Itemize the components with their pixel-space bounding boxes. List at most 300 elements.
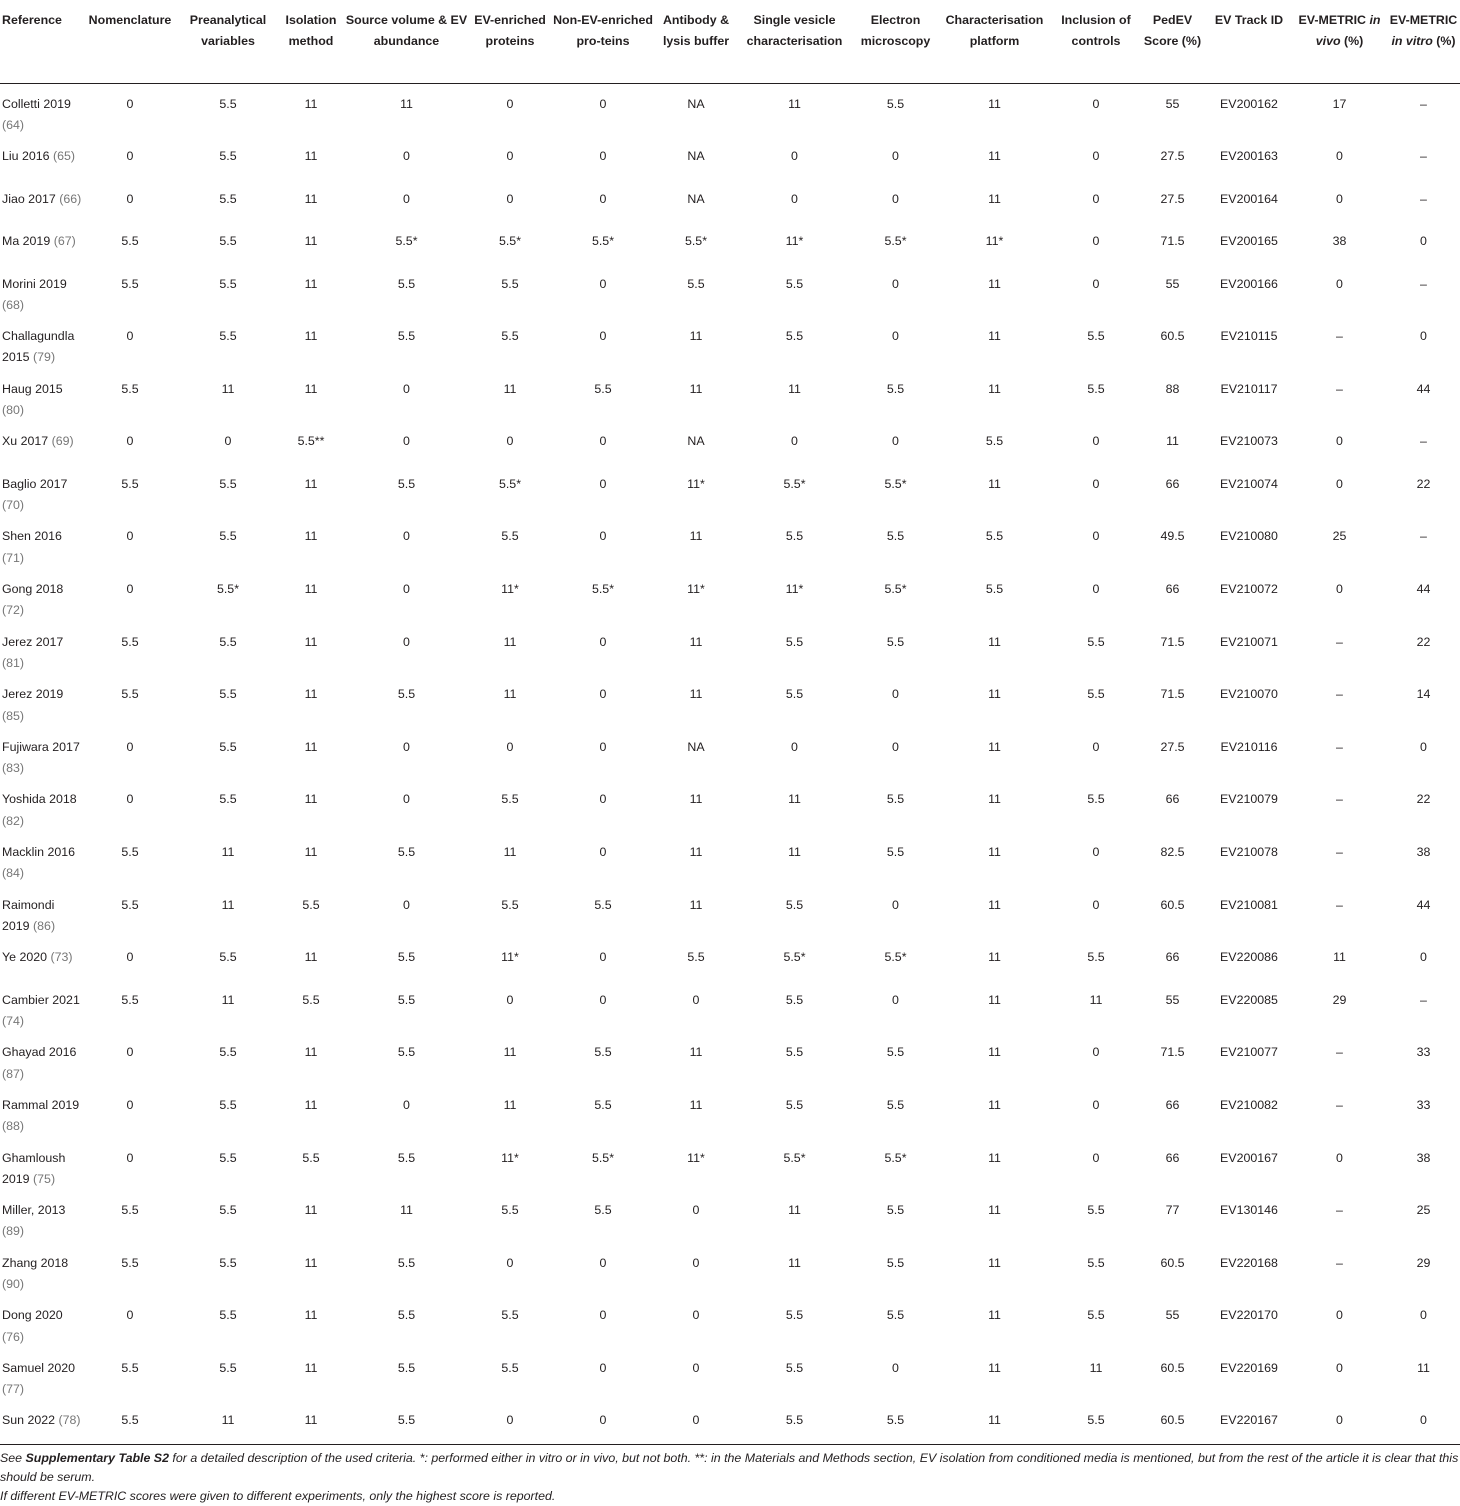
- reference-cell: [0, 569, 84, 622]
- value-cell: 11: [1089, 1360, 1103, 1375]
- value-cell: NA: [687, 191, 705, 206]
- value-cell: 5.5: [1087, 792, 1105, 807]
- value-cell: 71.5: [1160, 634, 1185, 649]
- citation-link[interactable]: (73): [50, 950, 73, 965]
- value-cell: 11: [221, 845, 235, 860]
- value-cell: 5.5: [397, 687, 416, 702]
- value-cell: 11: [988, 687, 1001, 702]
- value-cell: 5.5: [1087, 687, 1105, 702]
- value-cell: 5.5: [785, 1308, 804, 1323]
- value-cell: 5.5: [785, 276, 804, 291]
- value-cell: 0: [403, 897, 410, 912]
- value-cell: 71.5: [1160, 234, 1185, 249]
- table-row: [0, 622, 1460, 675]
- value-cell: 11: [937, 1400, 1052, 1444]
- value-cell: –: [1336, 1203, 1343, 1218]
- col-platform: Characterisation platform: [937, 0, 1052, 83]
- value-cell: 5.5: [121, 634, 139, 649]
- citation-link[interactable]: (87): [2, 1066, 25, 1081]
- value-cell: 11*: [501, 1150, 519, 1165]
- value-cell: 5.5*: [591, 1150, 615, 1165]
- value-cell: 0: [506, 1255, 514, 1270]
- citation-link[interactable]: (80): [2, 403, 25, 418]
- metric-vitro-prefix: EV-METRIC: [1389, 13, 1458, 27]
- table-row: [0, 779, 1460, 832]
- citation-link[interactable]: (85): [2, 708, 25, 723]
- reference-cell: [0, 1295, 84, 1348]
- reference-name: Zhang 2018: [2, 1255, 69, 1270]
- reference-cell: [0, 1032, 84, 1085]
- value-cell: 5.5: [886, 1308, 905, 1323]
- value-cell: –: [1420, 434, 1427, 449]
- value-cell: 11*: [785, 234, 804, 249]
- value-cell: 0: [892, 276, 899, 291]
- value-cell: 0: [1092, 434, 1100, 449]
- table-row: [0, 136, 1460, 179]
- value-cell: 0: [506, 96, 514, 111]
- col-metric-vivo: [1293, 0, 1386, 83]
- value-cell: 55: [1165, 992, 1180, 1007]
- value-cell: 11: [221, 381, 235, 396]
- footnote-1-post: for a detailed description of the used criteria. *: performed either in vitro or in vivo, but not both. **: in the Materials and Methods section, EV isolation from conditioned media is mentioned, but from the rest of the article it is clear that this should be serum.: [0, 1450, 1459, 1484]
- value-cell: 25: [1416, 1203, 1431, 1218]
- value-cell: 5.5: [219, 96, 237, 111]
- value-cell: 5.5: [121, 234, 139, 249]
- citation-link[interactable]: (86): [33, 918, 56, 933]
- footnote-1-pre: See: [0, 1450, 23, 1465]
- reference-name: Xu 2017: [2, 434, 49, 449]
- value-cell: EV210117: [1220, 381, 1278, 396]
- value-cell: 0: [506, 739, 514, 754]
- value-cell: 0: [599, 329, 607, 344]
- value-cell: 5.5: [594, 1097, 612, 1112]
- citation-link[interactable]: (66): [59, 191, 82, 206]
- value-cell: 0: [126, 582, 134, 597]
- value-cell: 0: [126, 792, 134, 807]
- value-cell: 5.5: [121, 1360, 139, 1375]
- value-cell: 5.5*: [783, 476, 806, 491]
- value-cell: 11: [304, 96, 318, 111]
- citation-link[interactable]: (70): [2, 498, 25, 513]
- value-cell: 5.5*: [395, 234, 418, 249]
- reference-name: Raimondi 2019: [2, 897, 55, 933]
- value-cell: 0: [1092, 582, 1100, 597]
- value-cell: 5.5: [785, 1097, 804, 1112]
- value-cell: 0: [791, 434, 798, 449]
- value-cell: 5.5: [1087, 1255, 1105, 1270]
- value-cell: 29: [1332, 992, 1347, 1007]
- value-cell: –: [1420, 96, 1427, 111]
- value-cell: 11: [304, 739, 318, 754]
- reference-cell: [0, 885, 84, 938]
- value-cell: 11: [988, 149, 1001, 164]
- value-cell: –: [1336, 1045, 1343, 1060]
- value-cell: 0: [1420, 950, 1427, 965]
- value-cell: 0: [1420, 234, 1427, 249]
- value-cell: 0: [1092, 1097, 1100, 1112]
- value-cell: 60.5: [1160, 897, 1185, 912]
- value-cell: 11: [788, 96, 801, 111]
- value-cell: 0: [892, 739, 899, 754]
- value-cell: 0: [403, 434, 410, 449]
- value-cell: 0: [1293, 1400, 1386, 1444]
- supplementary-table-link[interactable]: Supplementary Table S2: [25, 1450, 169, 1465]
- value-cell: 11: [988, 276, 1001, 291]
- value-cell: EV210072: [1220, 582, 1278, 597]
- value-cell: 55: [1165, 96, 1180, 111]
- value-cell: 11: [304, 381, 318, 396]
- reference-cell: [0, 316, 84, 369]
- value-cell: 5.5*: [498, 476, 522, 491]
- value-cell: 11: [400, 96, 413, 111]
- reference-cell: [0, 421, 84, 464]
- value-cell: 5.5: [785, 1360, 804, 1375]
- value-cell: 11: [689, 529, 703, 544]
- value-cell: 5.5: [501, 1203, 519, 1218]
- value-cell: 0: [126, 434, 134, 449]
- metric-vivo-suffix: (%): [1343, 34, 1364, 49]
- value-cell: 11*: [687, 582, 705, 597]
- reference-cell: [0, 1243, 84, 1296]
- reference-cell: [0, 674, 84, 727]
- value-cell: 5.5: [501, 1360, 519, 1375]
- value-cell: 5.5: [219, 1360, 237, 1375]
- value-cell: 5.5**: [297, 434, 325, 449]
- value-cell: 82.5: [1160, 845, 1185, 860]
- value-cell: 5.5: [121, 845, 139, 860]
- value-cell: 11*: [687, 476, 705, 491]
- table-row: [0, 83, 1460, 136]
- value-cell: EV200162: [1220, 96, 1278, 111]
- value-cell: 5.5: [886, 381, 905, 396]
- value-cell: 0: [791, 191, 798, 206]
- value-cell: 5.5*: [884, 950, 907, 965]
- value-cell: 5.5: [785, 529, 804, 544]
- value-cell: 66: [1165, 1150, 1180, 1165]
- reference-name: Morini 2019: [2, 276, 67, 291]
- value-cell: 11: [304, 1203, 318, 1218]
- value-cell: NA: [687, 739, 705, 754]
- value-cell: –: [1420, 276, 1427, 291]
- value-cell: EV200164: [1220, 191, 1278, 206]
- reference-name: Macklin 2016: [2, 845, 76, 860]
- value-cell: EV210081: [1220, 897, 1278, 912]
- col-controls: Inclusion of controls: [1052, 0, 1140, 83]
- value-cell: 11: [689, 687, 703, 702]
- reference-cell: [0, 83, 84, 136]
- value-cell: 5.5*: [884, 1150, 907, 1165]
- citation-link[interactable]: (78): [58, 1413, 81, 1428]
- value-cell: 66: [1165, 1097, 1180, 1112]
- value-cell: 5.5: [1087, 634, 1105, 649]
- value-cell: 11: [988, 1097, 1001, 1112]
- citation-link[interactable]: (83): [2, 761, 25, 776]
- citation-link[interactable]: (65): [53, 149, 76, 164]
- value-cell: 5.5: [121, 276, 139, 291]
- value-cell: –: [1336, 792, 1343, 807]
- value-cell: 5.5*: [884, 476, 907, 491]
- value-cell: 11: [788, 792, 801, 807]
- citation-link[interactable]: (76): [2, 1329, 25, 1344]
- value-cell: 11: [304, 529, 318, 544]
- value-cell: 0: [1092, 276, 1100, 291]
- value-cell: 11: [788, 1255, 801, 1270]
- reference-name: Yoshida 2018: [2, 792, 77, 807]
- value-cell: 5.5*: [216, 582, 240, 597]
- table-row: [0, 569, 1460, 622]
- value-cell: –: [1336, 845, 1343, 860]
- citation-link[interactable]: (68): [2, 297, 25, 312]
- value-cell: 5.5: [219, 634, 237, 649]
- value-cell: –: [1420, 149, 1427, 164]
- value-cell: 5.5: [397, 1360, 416, 1375]
- value-cell: EV210071: [1220, 634, 1278, 649]
- value-cell: 5.5: [594, 381, 612, 396]
- value-cell: 11: [304, 1360, 318, 1375]
- value-cell: 5.5: [687, 950, 705, 965]
- value-cell: 0: [599, 476, 607, 491]
- value-cell: 38: [1416, 1150, 1431, 1165]
- value-cell: 66: [1165, 792, 1180, 807]
- citation-link[interactable]: (88): [2, 1119, 25, 1134]
- citation-link[interactable]: (69): [51, 434, 74, 449]
- citation-link[interactable]: (79): [33, 350, 56, 365]
- value-cell: 0: [403, 582, 410, 597]
- value-cell: 5.5: [121, 381, 139, 396]
- value-cell: EV210115: [1220, 329, 1278, 344]
- table-row: [0, 1085, 1460, 1138]
- value-cell: 5.5: [985, 529, 1004, 544]
- value-cell: 11: [503, 1045, 517, 1060]
- value-cell: 0: [692, 1360, 700, 1375]
- value-cell: 0: [599, 845, 607, 860]
- reference-name: Jerez 2019: [2, 687, 64, 702]
- value-cell: 27.5: [1160, 191, 1185, 206]
- col-source-volume: Source volume & EV abundance: [342, 0, 471, 83]
- value-cell: 0: [892, 149, 899, 164]
- col-preanalytical: Preanalytical variables: [176, 0, 280, 83]
- value-cell: 0: [1092, 897, 1100, 912]
- value-cell: 0: [1336, 1150, 1343, 1165]
- value-cell: 0: [403, 634, 410, 649]
- value-cell: EV210079: [1220, 792, 1278, 807]
- reference-name: Colletti 2019: [2, 96, 71, 111]
- value-cell: 5.5: [854, 1400, 937, 1444]
- value-cell: 5.5: [121, 1203, 139, 1218]
- value-cell: 0: [1336, 191, 1343, 206]
- value-cell: 0: [1092, 96, 1100, 111]
- value-cell: 22: [1416, 634, 1431, 649]
- value-cell: 0: [1092, 739, 1100, 754]
- reference-cell: [0, 179, 84, 222]
- reference-cell: [0, 1085, 84, 1138]
- value-cell: NA: [687, 434, 705, 449]
- reference-cell: [0, 1138, 84, 1191]
- value-cell: 0: [1336, 1308, 1343, 1323]
- value-cell: 0: [126, 191, 134, 206]
- reference-name: Baglio 2017: [2, 476, 68, 491]
- value-cell: 5.5: [886, 1045, 905, 1060]
- value-cell: –: [1336, 897, 1343, 912]
- value-cell: 5.5: [219, 276, 237, 291]
- reference-name: Ghamloush 2019: [2, 1150, 66, 1186]
- value-cell: EV210080: [1220, 529, 1278, 544]
- value-cell: 27.5: [1160, 739, 1185, 754]
- reference-name: Cambier 2021: [2, 992, 80, 1007]
- value-cell: EV200165: [1220, 234, 1278, 249]
- value-cell: 5.5: [397, 476, 416, 491]
- value-cell: 11: [503, 634, 517, 649]
- value-cell: 0: [126, 950, 134, 965]
- value-cell: 0: [1092, 191, 1100, 206]
- table-row: [0, 727, 1460, 780]
- value-cell: 5.5: [397, 1150, 416, 1165]
- value-cell: 0: [224, 434, 232, 449]
- reference-cell: [0, 980, 84, 1033]
- value-cell: 5.5: [219, 476, 237, 491]
- col-ev-proteins: EV-enriched proteins: [471, 0, 549, 83]
- table-row: [0, 885, 1460, 938]
- citation-link[interactable]: (77): [2, 1382, 25, 1397]
- value-cell: 0: [657, 1400, 735, 1444]
- value-cell: 0: [599, 739, 607, 754]
- value-cell: 5.5: [1087, 329, 1105, 344]
- value-cell: 0: [599, 434, 607, 449]
- value-cell: 11: [988, 792, 1001, 807]
- value-cell: 5.5: [785, 897, 804, 912]
- value-cell: EV200166: [1220, 276, 1278, 291]
- value-cell: EV220170: [1220, 1308, 1278, 1323]
- value-cell: 0: [892, 897, 899, 912]
- value-cell: 0: [1092, 476, 1100, 491]
- value-cell: 25: [1332, 529, 1347, 544]
- col-electron-microscopy: Electron microscopy: [854, 0, 937, 83]
- value-cell: 5.5: [594, 897, 612, 912]
- citation-link[interactable]: (82): [2, 813, 25, 828]
- reference-name: Ma 2019: [2, 234, 51, 249]
- value-cell: 5.5: [219, 234, 237, 249]
- value-cell: 0: [599, 634, 607, 649]
- value-cell: 5.5*: [498, 234, 522, 249]
- value-cell: 0: [1336, 582, 1343, 597]
- value-cell: 5.5: [397, 276, 416, 291]
- value-cell: 60.5: [1160, 1360, 1185, 1375]
- value-cell: 5.5: [886, 96, 905, 111]
- value-cell: 11: [304, 687, 318, 702]
- reference-name: Shen 2016: [2, 529, 62, 544]
- value-cell: 71.5: [1160, 1045, 1185, 1060]
- value-cell: 5.5: [397, 329, 416, 344]
- value-cell: 0: [692, 1203, 700, 1218]
- value-cell: 5.5: [735, 1400, 854, 1444]
- value-cell: 5.5*: [884, 582, 907, 597]
- value-cell: 11: [988, 845, 1001, 860]
- value-cell: 11: [988, 1150, 1001, 1165]
- value-cell: 0: [506, 992, 514, 1007]
- citation-link[interactable]: (84): [2, 866, 25, 881]
- value-cell: 11: [1333, 950, 1346, 965]
- value-cell: 11: [304, 634, 318, 649]
- citation-link[interactable]: (74): [2, 1014, 25, 1029]
- value-cell: 5.5: [501, 792, 519, 807]
- value-cell: 5.5: [785, 634, 804, 649]
- value-cell: EV200167: [1220, 1150, 1278, 1165]
- value-cell: 5.5: [1052, 1400, 1140, 1444]
- value-cell: 55: [1165, 276, 1180, 291]
- value-cell: 5.5: [219, 329, 237, 344]
- value-cell: 0: [1386, 1400, 1460, 1444]
- value-cell: 0: [126, 329, 134, 344]
- reference-name: Ye 2020: [2, 950, 48, 965]
- citation-link[interactable]: (90): [2, 1276, 25, 1291]
- value-cell: EV220085: [1220, 992, 1278, 1007]
- value-cell: 0: [692, 992, 700, 1007]
- value-cell: 5.5: [785, 329, 804, 344]
- citation-link[interactable]: (72): [2, 603, 25, 618]
- value-cell: 11: [988, 1045, 1001, 1060]
- value-cell: 0: [1092, 149, 1100, 164]
- citation-link[interactable]: (89): [2, 1224, 25, 1239]
- value-cell: 11: [988, 950, 1001, 965]
- value-cell: 11: [988, 1255, 1001, 1270]
- value-cell: NA: [687, 96, 705, 111]
- value-cell: 5.5: [501, 529, 519, 544]
- value-cell: 11: [503, 845, 517, 860]
- value-cell: 11: [689, 634, 703, 649]
- value-cell: 5.5: [219, 1255, 237, 1270]
- value-cell: 11: [788, 845, 801, 860]
- table-row: [0, 464, 1460, 517]
- value-cell: 5.5*: [783, 1150, 806, 1165]
- value-cell: 5.5: [121, 476, 139, 491]
- value-cell: 5.5: [886, 845, 905, 860]
- value-cell: 5.5: [121, 687, 139, 702]
- value-cell: EV210078: [1220, 845, 1278, 860]
- value-cell: 0: [599, 992, 607, 1007]
- citation-link[interactable]: (67): [53, 234, 76, 249]
- table-row: [0, 264, 1460, 317]
- value-cell: EV200163: [1220, 149, 1278, 164]
- value-cell: 5.5*: [884, 234, 907, 249]
- value-cell: 0: [692, 1255, 700, 1270]
- value-cell: 5.5: [785, 992, 804, 1007]
- citation-link[interactable]: (71): [2, 550, 25, 565]
- value-cell: 11: [988, 381, 1001, 396]
- table-row: [0, 937, 1460, 980]
- value-cell: –: [1336, 739, 1343, 754]
- value-cell: 11: [221, 897, 235, 912]
- citation-link[interactable]: (64): [2, 117, 25, 132]
- value-cell: 11: [689, 381, 703, 396]
- value-cell: 22: [1416, 476, 1431, 491]
- citation-link[interactable]: (75): [33, 1171, 56, 1186]
- value-cell: 0: [1336, 149, 1343, 164]
- value-cell: EV130146: [1220, 1203, 1278, 1218]
- col-non-ev-proteins: Non-EV-enriched pro-teins: [549, 0, 657, 83]
- value-cell: 5.5: [121, 897, 139, 912]
- value-cell: 11: [689, 1045, 703, 1060]
- reference-cell: [0, 464, 84, 517]
- citation-link[interactable]: (81): [2, 655, 25, 670]
- value-cell: 0: [403, 1097, 410, 1112]
- value-cell: 0: [791, 149, 798, 164]
- reference-cell: [0, 1348, 84, 1401]
- value-cell: 22: [1416, 792, 1431, 807]
- value-cell: 11*: [501, 582, 519, 597]
- value-cell: –: [1336, 1097, 1343, 1112]
- value-cell: –: [1336, 634, 1343, 649]
- value-cell: EV210070: [1220, 687, 1278, 702]
